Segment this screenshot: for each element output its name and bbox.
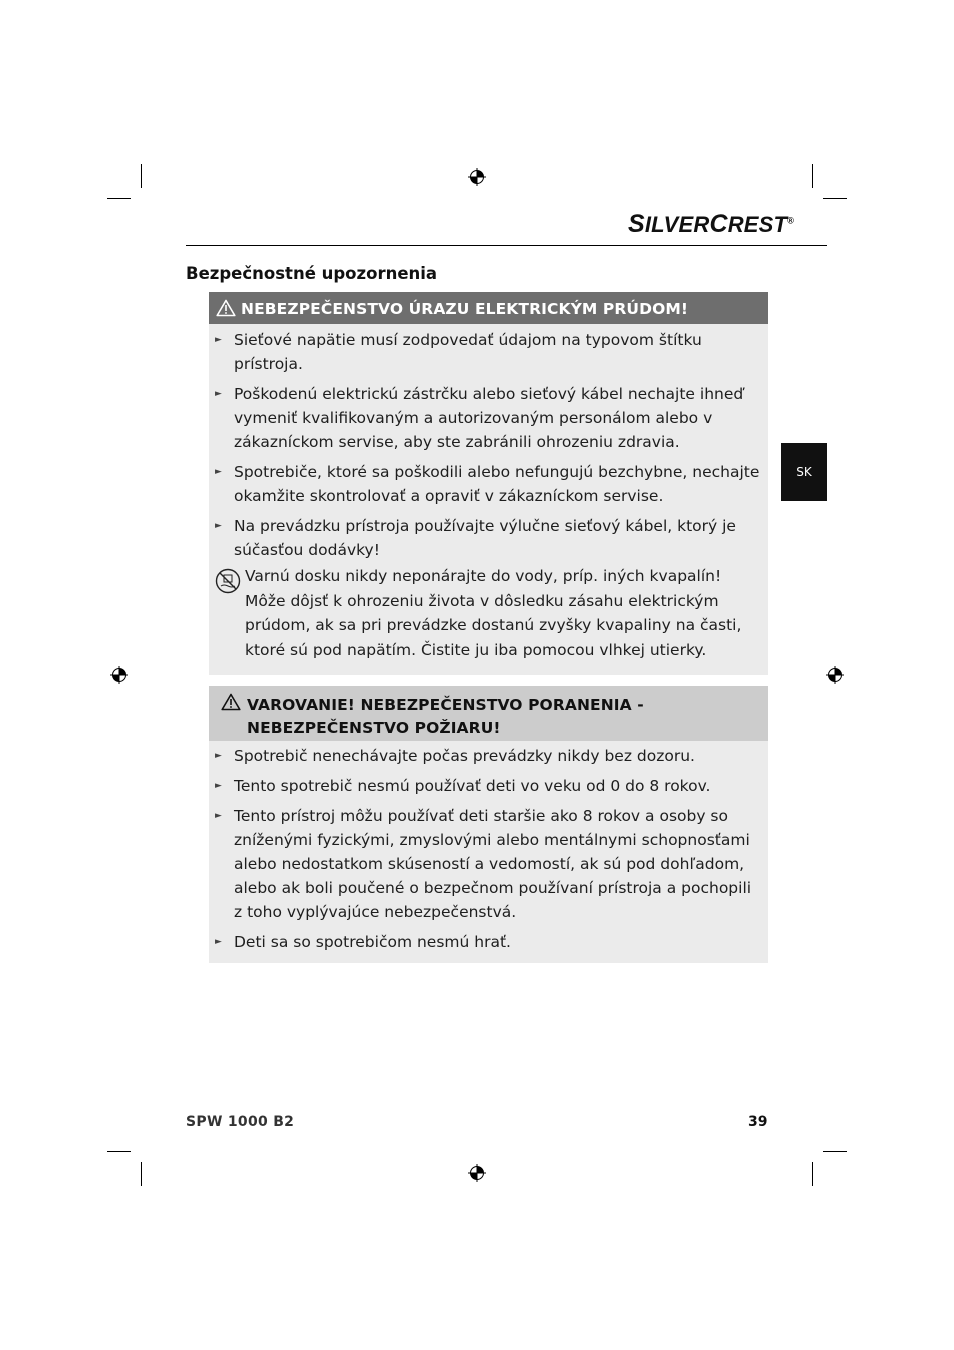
section-title: Bezpečnostné upozornenia <box>186 264 438 283</box>
warning-header <box>209 292 768 324</box>
crop-mark <box>107 1151 131 1152</box>
immersion-note: Varnú dosku nikdy neponárajte do vody, príp. iných kvapalín! Môže dôjsť k ohrozeniu života v dôsledku zásahu elektrickým prúdom, ak sa pri prevádzke dostanú zvyšky kvapaliny na časti, ktoré sú pod napätím. Čistite ju iba pomocou vlhkej utierky. <box>213 564 753 662</box>
crop-mark <box>141 164 142 188</box>
page-number: 39 <box>748 1114 768 1130</box>
bullet-arrow-icon: ► <box>215 335 222 345</box>
bullet-arrow-icon: ► <box>215 811 222 821</box>
crop-mark <box>823 198 847 199</box>
list-item: ► Deti sa so spotrebičom nesmú hrať. <box>209 930 764 954</box>
registration-mark-icon <box>468 168 486 186</box>
warning-title: NEBEZPEČENSTVO ÚRAZU ELEKTRICKÝM PRÚDOM! <box>241 300 689 318</box>
no-immersion-icon <box>215 568 241 594</box>
bullet-arrow-icon: ► <box>215 467 222 477</box>
list-item: ► Tento prístroj môžu používať deti staršie ako 8 rokov a osoby so zníženými fyzickými, zmyslovými alebo mentálnymi schopnosťami alebo nedostatkom skúseností a vedomostí, ak sú pod dohľadom, alebo ak boli poučené o bezpečnom používaní prístroja a pochopili z toho vyplývajúce nebezpečenstvá. <box>209 804 764 924</box>
warning-title-line-2: NEBEZPEČENSTVO POŽIARU! <box>247 719 501 737</box>
brand-logo: SILVERCREST® <box>628 210 795 238</box>
list-item: ► Spotrebič nenechávajte počas prevádzky nikdy bez dozoru. <box>209 744 764 768</box>
warning-title-line-1: VAROVANIE! NEBEZPEČENSTVO PORANENIA - <box>247 696 644 714</box>
bullet-arrow-icon: ► <box>215 751 222 761</box>
electric-shock-warning-box <box>209 292 768 675</box>
crop-mark <box>107 198 131 199</box>
list-item: ► Poškodenú elektrickú zástrčku alebo sieťový kábel nechajte ihneď vymeniť kvalifikovaným a autorizovaným personálom alebo v zákazníckom servise, aby ste zabránili ohrozeniu zdravia. <box>209 382 764 454</box>
crop-mark <box>812 164 813 188</box>
list-item: ► Spotrebiče, ktoré sa poškodili alebo nefungujú bezchybne, nechajte okamžite skontrolovať a opraviť v zákazníckom servise. <box>209 460 764 508</box>
list-item: ► Tento spotrebič nesmú používať deti vo veku od 0 do 8 rokov. <box>209 774 764 798</box>
registration-mark-icon <box>826 666 844 684</box>
header-divider <box>186 245 827 246</box>
bullet-arrow-icon: ► <box>215 937 222 947</box>
crop-mark <box>823 1151 847 1152</box>
injury-fire-warning-box <box>209 686 768 963</box>
registration-mark-icon <box>468 1164 486 1182</box>
registration-mark-icon <box>110 666 128 684</box>
warning-triangle-icon <box>221 693 241 711</box>
model-number: SPW 1000 B2 <box>186 1114 295 1130</box>
crop-mark <box>812 1162 813 1186</box>
warning-header <box>209 686 768 741</box>
warning-list <box>209 741 768 954</box>
bullet-arrow-icon: ► <box>215 389 222 399</box>
crop-mark <box>141 1162 142 1186</box>
list-item: ► Sieťové napätie musí zodpovedať údajom na typovom štítku prístroja. <box>209 328 764 376</box>
bullet-arrow-icon: ► <box>215 521 222 531</box>
warning-triangle-icon <box>216 299 236 317</box>
language-tab: SK <box>781 443 827 501</box>
list-item: ► Na prevádzku prístroja používajte výlučne sieťový kábel, ktorý je súčasťou dodávky! <box>209 514 764 562</box>
warning-list <box>209 324 768 562</box>
bullet-arrow-icon: ► <box>215 781 222 791</box>
